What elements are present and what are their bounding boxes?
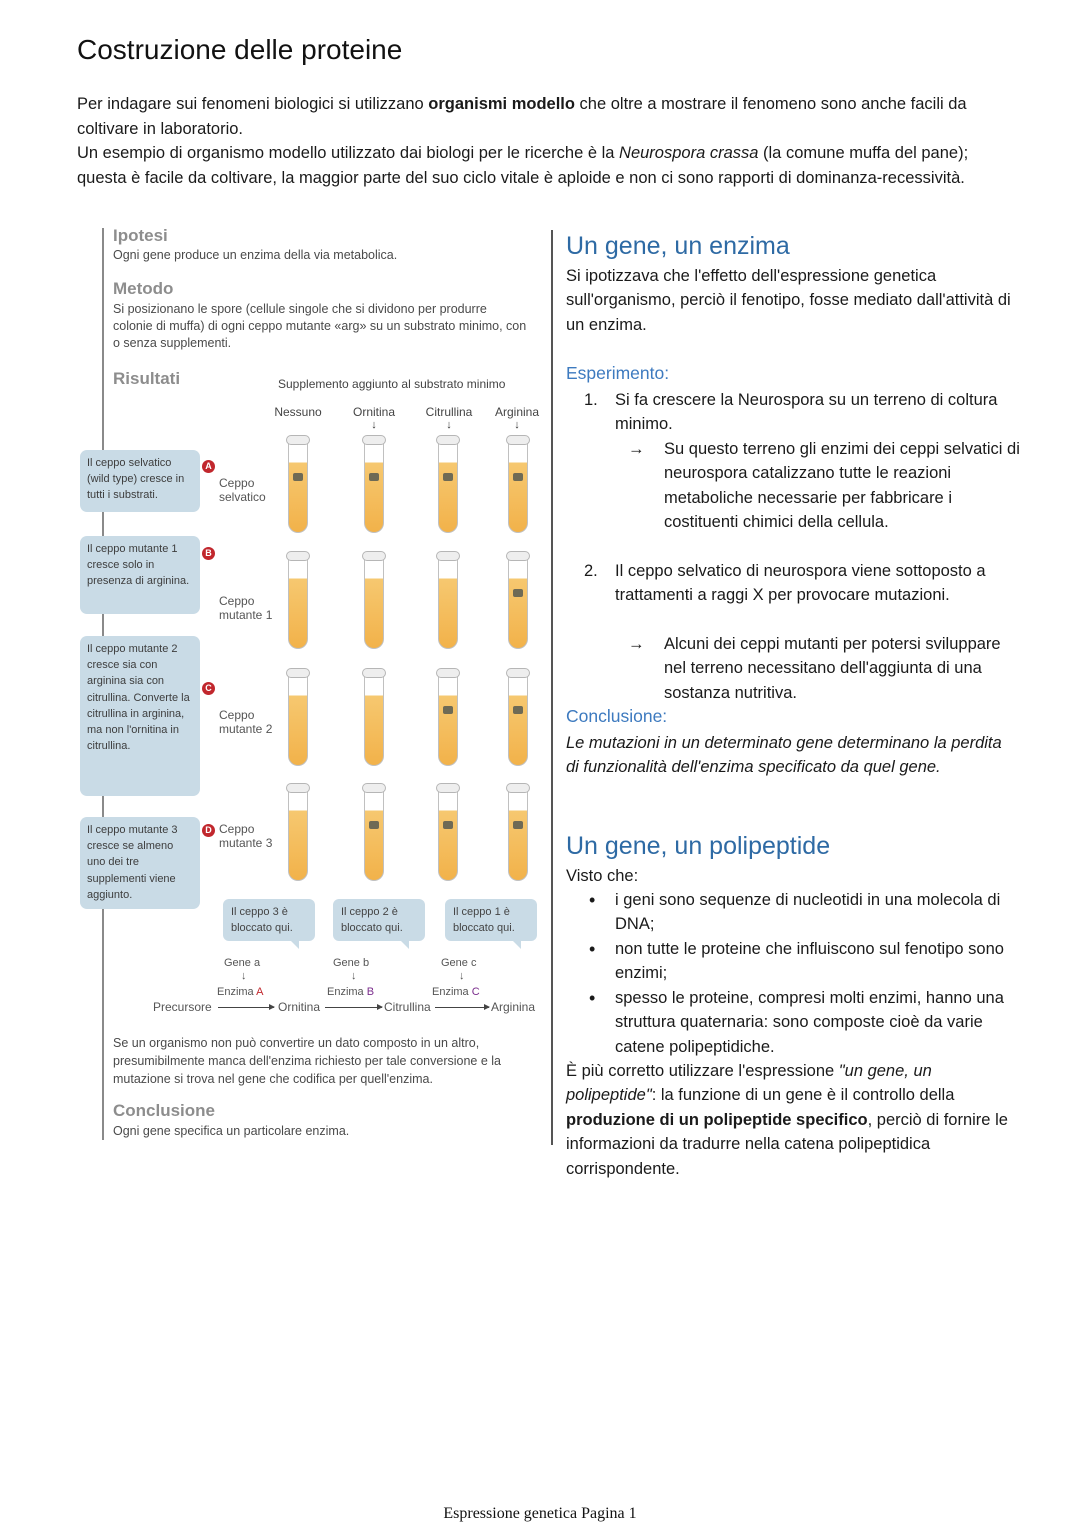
down-arrow-icon: ↓	[514, 419, 520, 431]
test-tube	[438, 668, 458, 768]
pathway-ornitina: Ornitina	[278, 1000, 321, 1014]
strain-label-mutante-3: Ceppo mutante 3	[219, 822, 273, 850]
strain-label-mutante-2: Ceppo mutante 2	[219, 708, 273, 736]
blocked-note-strain-2: Il ceppo 2 è bloccato qui.	[333, 899, 425, 941]
tube-medium	[508, 676, 528, 766]
enzyme-b-label	[327, 986, 374, 998]
right-arrow-icon: →	[628, 635, 645, 653]
step-2-text: Il ceppo selvatico di neurospora viene sottoposto a trattamenti a raggi X per provocare mutazioni.	[615, 562, 986, 605]
tube-cap	[362, 668, 386, 678]
test-tube	[288, 783, 308, 883]
tube-medium	[508, 791, 528, 881]
column-divider	[551, 230, 553, 1145]
supplement-title: Supplemento aggiunto al substrato minimo	[278, 377, 506, 391]
test-tube	[364, 435, 384, 535]
closing-bold: produzione di un polipeptide specifico	[566, 1110, 868, 1129]
tube-cap	[286, 435, 310, 445]
mold-growth	[513, 821, 523, 829]
down-arrow-icon: ↓	[371, 419, 377, 431]
tube-cap	[436, 435, 460, 445]
mold-growth	[369, 821, 379, 829]
tube-medium	[508, 559, 528, 649]
column-label-nessuno: Nessuno	[274, 405, 322, 419]
strain-label-mutante-1: Ceppo mutante 1	[219, 594, 273, 622]
section2-closing	[566, 1059, 1016, 1181]
column-label-citrullina: Citrullina	[425, 405, 473, 419]
metodo-text: Si posizionano le spore (cellule singole che si dividono per produrre colonie di muffa) di ogni ceppo mutante «arg» su un substrato minimo, con o senza supplementi.	[113, 302, 527, 350]
test-tube	[508, 435, 528, 535]
test-tube	[508, 668, 528, 768]
bullet-dot-icon: •	[589, 939, 596, 959]
tube-cap	[362, 551, 386, 561]
tube-medium	[438, 676, 458, 766]
tube-cap	[362, 783, 386, 793]
enzyme-letter-a: A	[256, 986, 264, 998]
esperimento-heading: Esperimento:	[566, 363, 670, 383]
page-footer: Espressione genetica Pagina 1	[443, 1505, 637, 1522]
enzyme-a-label	[217, 986, 263, 998]
test-tube	[438, 551, 458, 651]
intro-text: Per indagare sui fenomeni biologici si utilizzano	[77, 95, 429, 113]
badge-d: D	[202, 824, 215, 837]
tube-medium	[438, 559, 458, 649]
pathway-arrow	[218, 1007, 274, 1008]
section1-text: Si ipotizzava che l'effetto dell'espressione genetica sull'organismo, perciò il fenotipo, fosse mediato dall'attività di un enzima.	[566, 267, 1011, 334]
bullet-dot-icon: •	[589, 988, 596, 1008]
closing-text: , perciò di fornire le informazioni da tradurre nella catena polipeptidica corrispondente.	[566, 1110, 1008, 1178]
tube-cap	[286, 783, 310, 793]
mold-growth	[443, 821, 453, 829]
tube-cap	[362, 435, 386, 445]
pathway-precursore: Precursore	[153, 1000, 212, 1014]
ipotesi-heading: Ipotesi	[113, 226, 168, 245]
enzyme-c-label	[432, 986, 480, 998]
tube-cap	[506, 783, 530, 793]
bullet-dot-icon: •	[589, 890, 596, 910]
mold-growth	[443, 473, 453, 481]
tube-cap	[286, 551, 310, 561]
test-tube	[364, 783, 384, 883]
callout-mutant-2: Il ceppo mutante 2 cresce sia con arginina sia con citrullina. Converte la citrullina in arginina, ma non l'ornitina in citrullina.	[80, 636, 200, 796]
pathway-citrullina: Citrullina	[384, 1000, 431, 1014]
step-1-detail-text: Su questo terreno gli enzimi dei ceppi selvatici di neurospora catalizzano tutte le reazioni metaboliche necessarie per fabbricare i costituenti chimici della cellula.	[664, 440, 1020, 532]
closing-italic: "un gene, un polipeptide"	[566, 1062, 932, 1105]
tube-medium	[364, 676, 384, 766]
bullet-text: i geni sono sequenze di nucleotidi in una molecola di DNA;	[615, 891, 1001, 934]
mold-growth	[443, 706, 453, 714]
callout-mutant-3: Il ceppo mutante 3 cresce se almeno uno dei tre supplementi viene aggiunto.	[80, 817, 200, 909]
pathway-arginina: Arginina	[491, 1000, 536, 1014]
intro-paragraph-1	[77, 92, 1017, 141]
tube-medium	[364, 791, 384, 881]
badge-a: A	[202, 460, 215, 473]
tube-cap	[286, 668, 310, 678]
tube-medium	[508, 443, 528, 533]
column-label-ornitina: Ornitina	[352, 405, 396, 419]
badge-c: C	[202, 682, 215, 695]
intro-text: che oltre a mostrare il fenomeno sono anche facili da coltivare in laboratorio.	[77, 95, 967, 138]
test-tube	[508, 783, 528, 883]
conclusione-heading-right: Conclusione:	[566, 706, 668, 726]
tube-medium	[288, 559, 308, 649]
badge-b: B	[202, 547, 215, 560]
mold-growth	[513, 589, 523, 597]
experiment-figure	[78, 222, 548, 1152]
closing-text: : la funzione di un gene è il controllo della	[651, 1086, 955, 1105]
enzyme-letter-b: B	[366, 986, 375, 998]
test-tube	[288, 551, 308, 651]
intro-bold-term: organismi modello	[428, 95, 575, 113]
mold-growth	[513, 473, 523, 481]
callout-mutant-1: Il ceppo mutante 1 cresce solo in presenza di arginina.	[80, 536, 200, 614]
enzyme-letter-c: C	[471, 986, 480, 998]
test-tube	[438, 783, 458, 883]
closing-text: È più corretto utilizzare l'espressione	[566, 1062, 839, 1080]
metodo-heading: Metodo	[113, 279, 174, 298]
mold-growth	[293, 473, 303, 481]
gene-c-label: Gene c	[441, 957, 477, 969]
test-tube	[364, 668, 384, 768]
tube-medium	[364, 559, 384, 649]
test-tube	[364, 551, 384, 651]
enzyme-word: Enzima	[327, 986, 364, 998]
callout-wild-type: Il ceppo selvatico (wild type) cresce in tutti i substrati.	[80, 450, 200, 512]
tube-medium	[288, 676, 308, 766]
step-1-text: Si fa crescere la Neurospora su un terreno di coltura minimo.	[615, 391, 998, 434]
blocked-note-strain-3: Il ceppo 3 è bloccato qui.	[223, 899, 315, 941]
step-2-number: 2.	[584, 562, 598, 580]
gene-a-label: Gene a	[224, 957, 261, 969]
down-arrow-icon: ↓	[241, 970, 247, 982]
bullet-text: spesso le proteine, compresi molti enzimi, hanno una struttura quaternaria: sono composte cioè da varie catene polipeptidiche.	[615, 989, 1004, 1056]
tube-medium	[438, 443, 458, 533]
intro-text: (la comune muffa del pane); questa è facile da coltivare, la maggior parte del suo ciclo vitale è aploide e non ci sono rapporti di dominanza-recessività.	[77, 144, 969, 187]
risultati-heading: Risultati	[113, 369, 181, 388]
ipotesi-text: Ogni gene produce un enzima della via metabolica.	[113, 248, 398, 262]
tube-medium	[364, 443, 384, 533]
intro	[77, 92, 1017, 190]
tube-cap	[436, 668, 460, 678]
figure-footnote: Se un organismo non può convertire un dato composto in un altro, presumibilmente manca dell'enzima richiesto per tale conversione e la mutazione si trova nel gene che codifica per quell'enzima.	[113, 1036, 501, 1086]
pathway-arrow	[325, 1007, 382, 1008]
intro-paragraph-2	[77, 141, 1017, 190]
tube-medium	[438, 791, 458, 881]
tube-cap	[436, 783, 460, 793]
bullet-text: non tutte le proteine che influiscono sul fenotipo sono enzimi;	[615, 940, 1004, 983]
tube-cap	[436, 551, 460, 561]
page-title: Costruzione delle proteine	[77, 34, 403, 65]
gene-b-label: Gene b	[333, 957, 370, 969]
intro-italic-term: Neurospora crassa	[619, 144, 759, 162]
down-arrow-icon: ↓	[459, 970, 465, 982]
conclusione-heading: Conclusione	[113, 1101, 216, 1120]
intro-text: Un esempio di organismo modello utilizzato dai biologi per le ricerche è la	[77, 144, 620, 162]
tube-medium	[288, 443, 308, 533]
test-tube	[508, 551, 528, 651]
test-tube	[438, 435, 458, 535]
test-tube	[288, 435, 308, 535]
test-tube	[288, 668, 308, 768]
tube-cap	[506, 668, 530, 678]
blocked-note-strain-1: Il ceppo 1 è bloccato qui.	[445, 899, 537, 941]
tube-cap	[506, 435, 530, 445]
enzyme-word: Enzima	[432, 986, 469, 998]
down-arrow-icon: ↓	[351, 970, 357, 982]
conclusione-text: Ogni gene specifica un particolare enzima.	[113, 1124, 350, 1138]
section-heading-un-gene-un-enzima: Un gene, un enzima	[566, 232, 790, 260]
mold-growth	[513, 706, 523, 714]
conclusione-text-right: Le mutazioni in un determinato gene determinano la perdita di funzionalità dell'enzima specificato da quel gene.	[566, 734, 1002, 777]
tube-cap	[506, 551, 530, 561]
down-arrow-icon: ↓	[446, 419, 452, 431]
tube-medium	[288, 791, 308, 881]
section2-lead: Visto che:	[566, 867, 639, 885]
pathway-arrow	[435, 1007, 489, 1008]
step-2-detail-text: Alcuni dei ceppi mutanti per potersi sviluppare nel terreno necessitano dell'aggiunta di una sostanza nutritiva.	[664, 635, 1001, 702]
right-arrow-icon: →	[628, 440, 645, 458]
mold-growth	[369, 473, 379, 481]
step-1-number: 1.	[584, 391, 598, 409]
strain-label-selvatico: Ceppo selvatico	[219, 476, 266, 504]
section-heading-un-gene-un-polipeptide: Un gene, un polipeptide	[566, 832, 831, 860]
enzyme-word: Enzima	[217, 986, 254, 998]
column-label-arginina: Arginina	[494, 405, 540, 419]
